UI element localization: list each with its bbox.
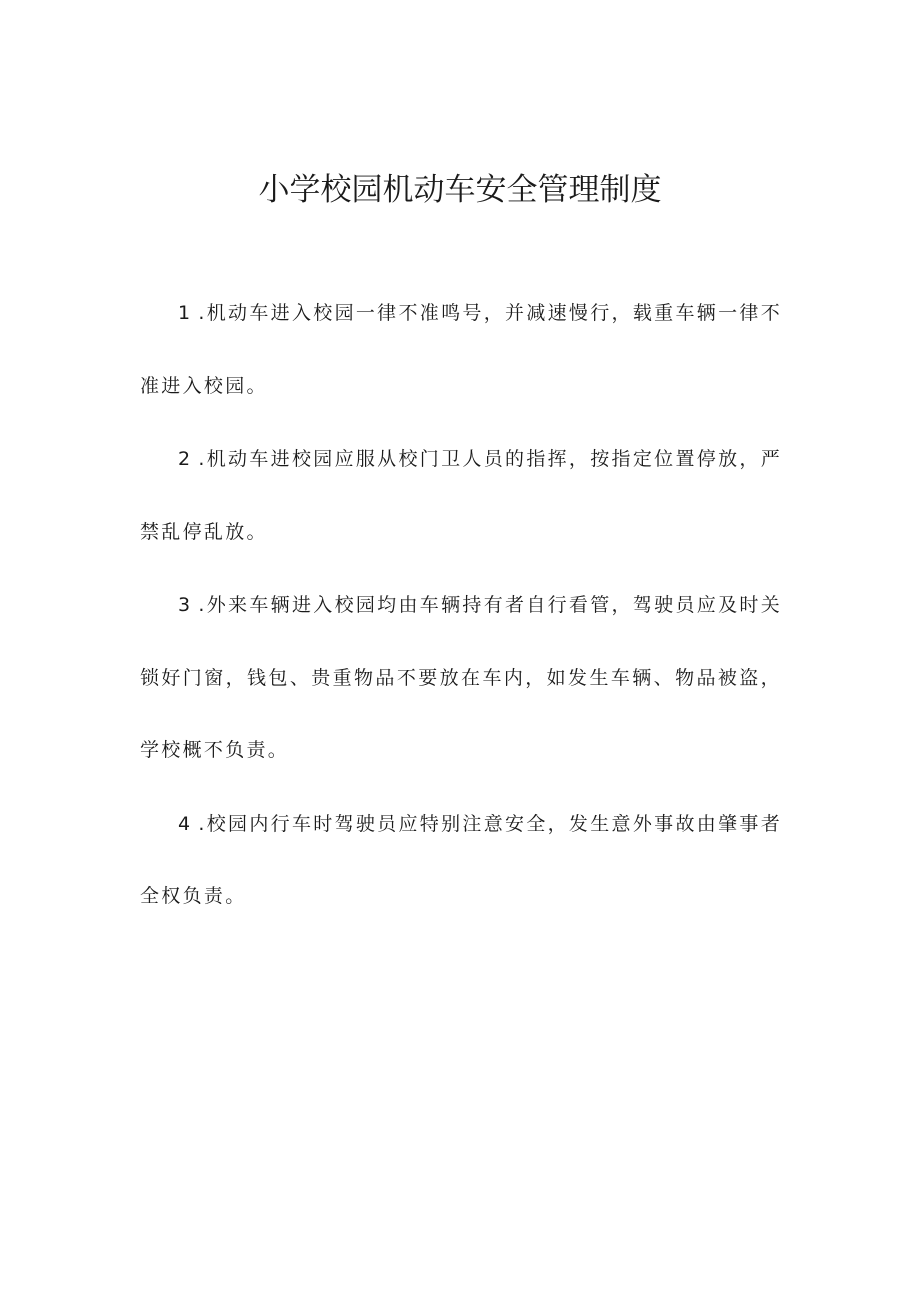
clause-item: [140, 569, 782, 787]
clause-item: [140, 788, 782, 933]
clause-text: .校园内行车时驾驶员应特别注意安全，发生意外事故由肇事者全权负责。: [140, 812, 782, 907]
clause-number: 1: [178, 302, 193, 324]
clause-text: .机动车进校园应服从校门卫人员的指挥，按指定位置停放，严禁乱停乱放。: [140, 448, 782, 543]
document-title: 小学校园机动车安全管理制度: [258, 172, 662, 208]
clause-text: .机动车进入校园一律不准鸣号，并减速慢行，载重车辆一律不准进入校园。: [140, 302, 782, 397]
clause-item: [140, 423, 782, 568]
clause-item: [140, 277, 782, 422]
clause-number: 2: [178, 448, 193, 470]
clause-list: [140, 277, 782, 934]
clause-text: .外来车辆进入校园均由车辆持有者自行看管，驾驶员应及时关锁好门窗，钱包、贵重物品不要放在车内，如发生车辆、物品被盗，学校概不负责。: [140, 594, 782, 761]
clause-number: 3: [178, 594, 193, 616]
clause-number: 4: [178, 812, 193, 835]
